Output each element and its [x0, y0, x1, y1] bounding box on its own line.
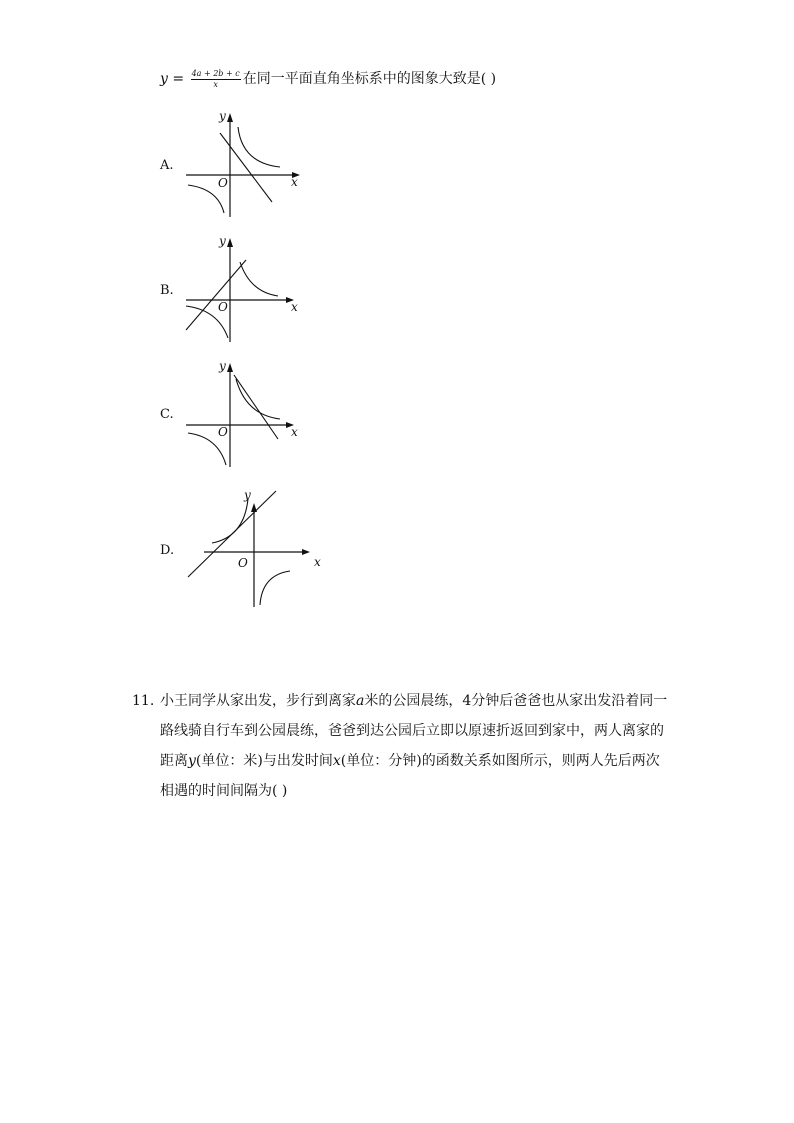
option-c-y-label: y — [219, 359, 226, 373]
fraction-numerator: 4a + 2b + c — [191, 68, 240, 78]
question-11-line-3 — [132, 746, 667, 776]
question-11-line-1 — [132, 686, 667, 716]
question-11-text-3c: (单位：分钟)的函数关系如图所示，则两人先后两次 — [340, 753, 660, 769]
question-11-text-1b: 米的公园晨练，4分钟后爸爸也从家出发沿着同一 — [364, 693, 668, 709]
option-b-graph — [180, 230, 310, 345]
option-b-origin: O — [218, 300, 228, 314]
question-10-tail: 在同一平面直角坐标系中的图象大致是( ) — [242, 71, 497, 87]
option-d-origin: O — [238, 556, 248, 570]
question-10-stem — [160, 68, 496, 90]
variable-y: y — [188, 753, 196, 769]
option-b-y-label: y — [219, 234, 226, 248]
fraction-denominator: x — [213, 79, 218, 89]
fraction — [191, 69, 241, 90]
variable-a: a — [356, 693, 365, 709]
option-a-graph — [180, 105, 310, 220]
question-11 — [132, 686, 667, 806]
option-a-y-label: y — [219, 109, 226, 123]
option-d-graph — [182, 485, 332, 610]
option-b-label: B. — [160, 283, 174, 298]
option-a-origin: O — [218, 176, 228, 190]
question-11-text-1a: 小王同学从家出发，步行到离家 — [160, 693, 356, 709]
option-c-x-label: x — [291, 425, 298, 439]
variable-x: x — [332, 753, 341, 769]
lhs-variable: y — [160, 71, 168, 87]
question-11-text-3a: 距离 — [160, 753, 188, 769]
option-d-label: D. — [160, 543, 175, 558]
question-11-line-4: 相遇的时间间隔为( ) — [160, 783, 288, 799]
question-11-text-3b: (单位：米)与出发时间 — [195, 753, 333, 769]
option-d-x-label: x — [314, 555, 321, 569]
question-11-number: 11. — [132, 693, 155, 709]
option-b-x-label: x — [291, 300, 298, 314]
option-c-origin: O — [218, 425, 228, 439]
option-c-graph — [180, 355, 310, 470]
option-a-x-label: x — [291, 175, 298, 189]
equals-sign: = — [172, 71, 185, 87]
question-11-line-2: 路线骑自行车到公园晨练，爸爸到达公园后立即以原速折返回到家中，两人离家的 — [160, 723, 664, 739]
option-d-y-label: y — [244, 488, 251, 502]
option-a-label: A. — [160, 158, 174, 173]
option-c-label: C. — [160, 407, 174, 422]
